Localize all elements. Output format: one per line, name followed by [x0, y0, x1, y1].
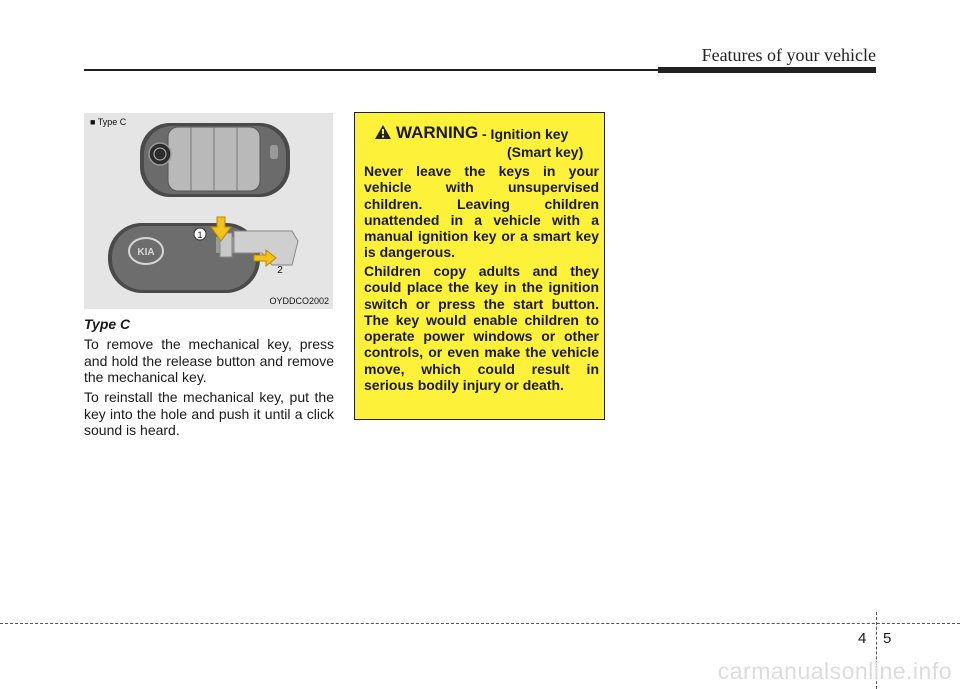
page-number: 5 — [883, 630, 892, 647]
warning-paragraph-1: Never leave the keys in your vehicle with unsupervised children. Leaving children unattended in a vehicle with a manual ignition key or a smart key is dangerous. — [364, 163, 599, 261]
kia-logo-text: KIA — [137, 247, 155, 258]
header-rule-accent — [658, 67, 876, 73]
key-figure — [84, 113, 333, 309]
warning-paragraph-2: Children copy adults and they could place the key in the ignition switch or press the start button. The key would enable children to operate power windows or other controls, or even make the vehicle move, which could result in serious bodily injury or death. — [364, 263, 599, 394]
warning-subtitle-line2: (Smart key) — [507, 144, 584, 160]
callout-2: 2 — [277, 265, 283, 276]
warning-triangle-icon — [374, 124, 392, 140]
watermark: carmanualsonline.info — [717, 658, 952, 684]
paragraph-remove: To remove the mechanical key, press and hold the release button and remove the mechanical key. — [84, 336, 334, 385]
chapter-number: 4 — [858, 630, 867, 647]
warning-box — [354, 112, 605, 420]
figure-code: OYDDCO2002 — [269, 296, 329, 306]
figure-label: ■ Type C — [90, 117, 127, 127]
warning-subtitle-line1: - Ignition key — [482, 126, 569, 142]
smart-key-fob-top — [140, 123, 290, 197]
footer-rule — [0, 623, 960, 624]
smart-key-illustration — [84, 113, 333, 309]
callout-1: 1 — [197, 230, 203, 240]
warning-title: WARNING — [396, 123, 479, 142]
type-heading: Type C — [84, 316, 131, 332]
paragraph-reinstall: To reinstall the mechanical key, put the key into the hole and push it until a click sound is heard. — [84, 389, 334, 438]
section-title: Features of your vehicle — [701, 45, 876, 65]
